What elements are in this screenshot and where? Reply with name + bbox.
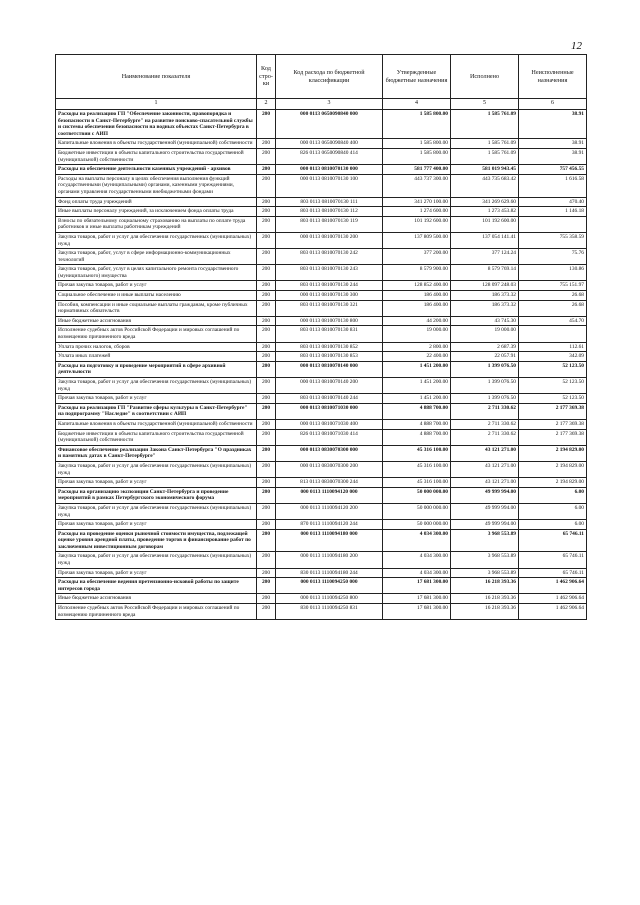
header-kbk: Код расхода по бюджетной классификации (276, 55, 383, 99)
row-code: 200 (257, 174, 276, 197)
row-name: Прочая закупка товаров, работ и услуг (56, 520, 257, 530)
table-row (56, 291, 587, 301)
table-row (56, 568, 587, 578)
row-unexecuted: 52 123.50 (519, 378, 587, 394)
header-code: Код стро-ки (257, 55, 276, 99)
row-code: 200 (257, 403, 276, 419)
row-unexecuted: 38.91 (519, 139, 587, 149)
row-code: 200 (257, 578, 276, 594)
row-unexecuted: 130.86 (519, 265, 587, 281)
row-kbk-code: 000 0113 1110094180 200 (276, 552, 383, 568)
table-row (56, 342, 587, 352)
row-kbk-code: 803 0113 0810070130 853 (276, 352, 383, 362)
table-header (56, 55, 587, 110)
row-executed: 2 687.39 (451, 342, 519, 352)
row-unexecuted: 2 194 829.00 (519, 445, 587, 461)
row-kbk-code: 826 0113 0810071030 414 (276, 429, 383, 445)
row-approved: 17 681 300.00 (383, 578, 451, 594)
row-code: 200 (257, 207, 276, 217)
row-approved: 4 888 700.00 (383, 419, 451, 429)
header-name: Наименование показателя (56, 55, 257, 99)
table-row (56, 478, 587, 488)
row-executed: 443 735 683.42 (451, 174, 519, 197)
row-kbk-code: 000 0113 0810070130 300 (276, 291, 383, 301)
row-unexecuted: 75.76 (519, 249, 587, 265)
row-executed: 1 273 453.82 (451, 207, 519, 217)
row-approved: 45 316 100.00 (383, 461, 451, 477)
row-executed: 137 054 141.41 (451, 232, 519, 248)
row-code: 200 (257, 429, 276, 445)
row-approved: 50 000 000.00 (383, 487, 451, 503)
row-name: Капитальные вложения в объекты государственной (муниципальной) собственности (56, 139, 257, 149)
row-unexecuted: 755 151.97 (519, 281, 587, 291)
row-unexecuted: 2 177 369.38 (519, 429, 587, 445)
row-code: 200 (257, 478, 276, 488)
row-name: Закупка товаров, работ и услуг для обеспечения государственных (муниципальных) нужд (56, 503, 257, 519)
row-name: Закупка товаров, работ и услуг для обеспечения государственных (муниципальных) нужд (56, 552, 257, 568)
row-kbk-code: 870 0113 1110094120 244 (276, 520, 383, 530)
row-approved: 101 192 600.00 (383, 216, 451, 232)
row-unexecuted: 1 146.18 (519, 207, 587, 217)
row-kbk-code: 000 0113 0810070140 000 (276, 361, 383, 377)
row-approved: 186 400.00 (383, 291, 451, 301)
column-number: 3 (276, 99, 383, 110)
row-kbk-code: 830 0113 1110094250 831 (276, 604, 383, 620)
row-code: 200 (257, 461, 276, 477)
table-row (56, 174, 587, 197)
row-approved: 8 579 900.00 (383, 265, 451, 281)
row-unexecuted (519, 326, 587, 342)
row-approved: 50 000 000.00 (383, 520, 451, 530)
row-approved: 4 034 300.00 (383, 552, 451, 568)
table-row (56, 487, 587, 503)
row-approved: 186 400.00 (383, 300, 451, 316)
table-row (56, 594, 587, 604)
table-row (56, 529, 587, 552)
row-executed: 128 097 248.03 (451, 281, 519, 291)
row-code: 200 (257, 265, 276, 281)
table-row (56, 326, 587, 342)
row-kbk-code: 826 0113 0650090840 414 (276, 148, 383, 164)
row-name: Прочая закупка товаров, работ и услуг (56, 568, 257, 578)
row-unexecuted: 2 194 829.00 (519, 478, 587, 488)
row-code: 200 (257, 326, 276, 342)
row-kbk-code: 000 0113 0810070130 000 (276, 165, 383, 175)
row-kbk-code: 000 0113 0650090840 400 (276, 139, 383, 149)
row-approved: 4 034 300.00 (383, 568, 451, 578)
row-approved: 377 200.00 (383, 249, 451, 265)
row-code: 200 (257, 216, 276, 232)
row-approved: 4 888 700.00 (383, 403, 451, 419)
table-row (56, 604, 587, 620)
row-kbk-code: 000 0113 0810070130 200 (276, 232, 383, 248)
row-unexecuted: 65 746.11 (519, 552, 587, 568)
row-kbk-code: 803 0113 0810070130 244 (276, 281, 383, 291)
row-kbk-code: 000 0113 1110094120 000 (276, 487, 383, 503)
row-unexecuted: 1 462 906.64 (519, 604, 587, 620)
row-executed: 186 373.32 (451, 291, 519, 301)
row-executed: 101 192 600.00 (451, 216, 519, 232)
row-code: 200 (257, 487, 276, 503)
header-executed: Исполнено (451, 55, 519, 99)
table-row (56, 394, 587, 404)
row-unexecuted: 38.91 (519, 110, 587, 139)
table-row (56, 197, 587, 207)
row-name: Капитальные вложения в объекты государственной (муниципальной) собственности (56, 419, 257, 429)
row-kbk-code: 803 0113 0810070130 112 (276, 207, 383, 217)
row-code: 200 (257, 232, 276, 248)
row-unexecuted: 2 177 369.38 (519, 403, 587, 419)
row-approved: 443 737 300.00 (383, 174, 451, 197)
row-executed: 8 579 769.14 (451, 265, 519, 281)
table-row (56, 378, 587, 394)
header-approved: Утвержденные бюджетные назначения (383, 55, 451, 99)
row-code: 200 (257, 281, 276, 291)
row-unexecuted: 2 194 829.00 (519, 461, 587, 477)
row-approved: 45 316 100.00 (383, 478, 451, 488)
row-name: Расходы на выплаты персоналу в целях обеспечения выполнения функций государственными (муниципальными) органами, казенными учреждениями, органами управления государственными внебюджетными фондами (56, 174, 257, 197)
row-executed: 43 121 271.00 (451, 445, 519, 461)
row-approved: 22 400.00 (383, 352, 451, 362)
table-row (56, 429, 587, 445)
column-number-row (56, 99, 587, 110)
row-name: Уплата иных платежей (56, 352, 257, 362)
row-executed: 16 218 393.36 (451, 578, 519, 594)
table-row (56, 520, 587, 530)
row-approved: 581 777 400.00 (383, 165, 451, 175)
row-name: Закупка товаров, работ, услуг в сфере информационно-коммуникационных технологий (56, 249, 257, 265)
row-name: Прочая закупка товаров, работ и услуг (56, 281, 257, 291)
row-unexecuted: 470.40 (519, 197, 587, 207)
row-code: 200 (257, 594, 276, 604)
row-executed: 22 057.91 (451, 352, 519, 362)
row-approved: 1 451 200.00 (383, 361, 451, 377)
table-row (56, 300, 587, 316)
row-approved: 1 274 600.00 (383, 207, 451, 217)
row-executed: 1 399 076.50 (451, 378, 519, 394)
table-row (56, 165, 587, 175)
table-row (56, 552, 587, 568)
row-kbk-code: 000 0113 0810070130 100 (276, 174, 383, 197)
row-name: Расходы на обеспечение ведения претензионно-исковой работы по защите интересов города (56, 578, 257, 594)
row-name: Расходы на обеспечение деятельности казенных учреждений - архивов (56, 165, 257, 175)
row-name: Иные бюджетные ассигнования (56, 316, 257, 326)
table-row (56, 445, 587, 461)
row-kbk-code: 000 0113 1110094180 000 (276, 529, 383, 552)
row-unexecuted: 65 746.11 (519, 568, 587, 578)
row-name: Бюджетные инвестиции в объекты капитального строительства государственной (муниципальной) собственности (56, 148, 257, 164)
row-code: 200 (257, 342, 276, 352)
row-code: 200 (257, 378, 276, 394)
row-approved: 1 585 800.00 (383, 148, 451, 164)
table-row (56, 216, 587, 232)
row-code: 200 (257, 445, 276, 461)
row-unexecuted: 1 616.58 (519, 174, 587, 197)
row-executed: 3 968 553.89 (451, 529, 519, 552)
row-unexecuted: 26.68 (519, 300, 587, 316)
row-kbk-code: 000 0113 0810071030 400 (276, 419, 383, 429)
row-code: 200 (257, 503, 276, 519)
row-code: 200 (257, 604, 276, 620)
column-number: 5 (451, 99, 519, 110)
row-unexecuted: 1 462 906.64 (519, 578, 587, 594)
row-approved: 2 800.00 (383, 342, 451, 352)
row-executed: 3 968 553.89 (451, 552, 519, 568)
row-executed: 1 399 076.50 (451, 361, 519, 377)
row-executed: 43 121 271.00 (451, 478, 519, 488)
row-unexecuted: 6.00 (519, 520, 587, 530)
row-executed: 49 999 994.00 (451, 503, 519, 519)
row-executed: 1 585 761.09 (451, 110, 519, 139)
row-executed: 2 711 330.62 (451, 419, 519, 429)
row-code: 200 (257, 139, 276, 149)
row-kbk-code: 000 0113 0810070130 800 (276, 316, 383, 326)
row-name: Закупка товаров, работ и услуг для обеспечения государственных (муниципальных) нужд (56, 461, 257, 477)
row-name: Закупка товаров, работ, услуг в целях капитального ремонта государственного (муниципального) имущества (56, 265, 257, 281)
row-unexecuted: 6.00 (519, 503, 587, 519)
row-executed: 3 968 553.89 (451, 568, 519, 578)
row-approved: 4 888 700.00 (383, 429, 451, 445)
row-name: Бюджетные инвестиции в объекты капитального строительства государственной (муниципальной) собственности (56, 429, 257, 445)
row-code: 200 (257, 361, 276, 377)
row-name: Прочая закупка товаров, работ и услуг (56, 478, 257, 488)
row-approved: 137 809 500.00 (383, 232, 451, 248)
row-unexecuted: 342.09 (519, 352, 587, 362)
row-unexecuted: 52 123.50 (519, 394, 587, 404)
row-unexecuted: 38.91 (519, 148, 587, 164)
row-approved: 1 451 200.00 (383, 394, 451, 404)
row-unexecuted: 755 358.59 (519, 232, 587, 248)
row-code: 200 (257, 197, 276, 207)
row-name: Уплата прочих налогов, сборов (56, 342, 257, 352)
table-row (56, 316, 587, 326)
row-executed: 16 218 393.36 (451, 604, 519, 620)
row-code: 200 (257, 249, 276, 265)
row-unexecuted: 757 456.55 (519, 165, 587, 175)
row-kbk-code: 000 0113 1110094120 200 (276, 503, 383, 519)
row-approved: 50 000 000.00 (383, 503, 451, 519)
row-name: Исполнение судебных актов Российской Федерации и мировых соглашений по возмещению причиненного вреда (56, 604, 257, 620)
table-row (56, 361, 587, 377)
row-code: 200 (257, 300, 276, 316)
row-unexecuted: 2 177 369.38 (519, 419, 587, 429)
row-code: 200 (257, 291, 276, 301)
row-code: 200 (257, 316, 276, 326)
row-kbk-code: 803 0113 0810070130 321 (276, 300, 383, 316)
row-executed: 19 000.00 (451, 326, 519, 342)
header-unexecuted: Неисполненные назначения (519, 55, 587, 99)
row-kbk-code: 813 0113 0830070300 244 (276, 478, 383, 488)
table-row (56, 578, 587, 594)
row-name: Иные выплаты персоналу учреждений, за исключением фонда оплаты труда (56, 207, 257, 217)
row-executed: 1 585 761.09 (451, 139, 519, 149)
table-row (56, 110, 587, 139)
row-code: 200 (257, 419, 276, 429)
row-unexecuted: 52 123.50 (519, 361, 587, 377)
page-number: 12 (571, 40, 582, 52)
row-code: 200 (257, 165, 276, 175)
row-approved: 4 034 300.00 (383, 529, 451, 552)
row-code: 200 (257, 110, 276, 139)
row-approved: 17 681 300.00 (383, 604, 451, 620)
row-name: Иные бюджетные ассигнования (56, 594, 257, 604)
row-name: Фонд оплаты труда учреждений (56, 197, 257, 207)
row-kbk-code: 000 0113 1110094250 000 (276, 578, 383, 594)
table-row (56, 139, 587, 149)
row-executed: 341 269 629.60 (451, 197, 519, 207)
row-kbk-code: 000 0113 0810070140 200 (276, 378, 383, 394)
row-executed: 1 399 076.50 (451, 394, 519, 404)
row-code: 200 (257, 552, 276, 568)
row-approved: 128 852 400.00 (383, 281, 451, 291)
table-row (56, 403, 587, 419)
row-kbk-code: 803 0113 0810070130 243 (276, 265, 383, 281)
row-name: Закупка товаров, работ и услуг для обеспечения государственных (муниципальных) нужд (56, 232, 257, 248)
row-code: 200 (257, 529, 276, 552)
table-row (56, 461, 587, 477)
row-name: Расходы на реализацию ГП "Обеспечение законности, правопорядка и безопасности в Санкт-Петербурге" на развитие поисково-спасательной службы и системы обеспечения безопасности на водных объектах Санкт-Петербурга в соответствии с АИП (56, 110, 257, 139)
row-name: Социальное обеспечение и иные выплаты населению (56, 291, 257, 301)
row-executed: 49 999 994.00 (451, 520, 519, 530)
row-executed: 43 745.30 (451, 316, 519, 326)
row-approved: 17 681 300.00 (383, 594, 451, 604)
table-row (56, 265, 587, 281)
column-number: 1 (56, 99, 257, 110)
row-executed: 377 124.24 (451, 249, 519, 265)
row-approved: 1 585 800.00 (383, 110, 451, 139)
table-row (56, 281, 587, 291)
row-kbk-code: 803 0113 0810070140 244 (276, 394, 383, 404)
table-row (56, 207, 587, 217)
row-kbk-code: 803 0113 0810070130 119 (276, 216, 383, 232)
row-unexecuted: 454.70 (519, 316, 587, 326)
row-approved: 341 270 100.00 (383, 197, 451, 207)
row-code: 200 (257, 394, 276, 404)
row-unexecuted (519, 216, 587, 232)
column-number: 6 (519, 99, 587, 110)
row-executed: 581 019 943.45 (451, 165, 519, 175)
row-approved: 1 585 800.00 (383, 139, 451, 149)
budget-report-table (55, 54, 587, 620)
row-approved: 19 000.00 (383, 326, 451, 342)
row-name: Закупка товаров, работ и услуг для обеспечения государственных (муниципальных) нужд (56, 378, 257, 394)
row-name: Расходы на подготовку и проведение мероприятий в сфере архивной деятельности (56, 361, 257, 377)
row-code: 200 (257, 352, 276, 362)
row-kbk-code: 000 0113 0810071030 000 (276, 403, 383, 419)
row-unexecuted: 65 746.11 (519, 529, 587, 552)
row-executed: 49 999 994.00 (451, 487, 519, 503)
table-row (56, 249, 587, 265)
row-executed: 186 373.32 (451, 300, 519, 316)
table-row (56, 352, 587, 362)
row-kbk-code: 000 0113 0830070300 000 (276, 445, 383, 461)
row-code: 200 (257, 148, 276, 164)
row-name: Прочая закупка товаров, работ и услуг (56, 394, 257, 404)
row-executed: 1 585 761.09 (451, 148, 519, 164)
table-row (56, 232, 587, 248)
row-executed: 2 711 330.62 (451, 403, 519, 419)
row-name: Расходы на организацию экспозиции Санкт-Петербурга и проведение мероприятий в рамках Петербургского экономического форума (56, 487, 257, 503)
row-name: Расходы на реализацию ГП "Развитие сферы культуры в Санкт-Петербурге" на подпрограмму "Наследие" в соответствии с АИП (56, 403, 257, 419)
row-unexecuted: 26.68 (519, 291, 587, 301)
row-name: Исполнение судебных актов Российской Федерации и мировых соглашений по возмещению причиненного вреда (56, 326, 257, 342)
row-name: Взносы по обязательному социальному страхованию на выплаты по оплате труда работников и иные выплаты работникам учреждений (56, 216, 257, 232)
table-row (56, 419, 587, 429)
row-name: Расходы на проведение оценки рыночной стоимости имущества, подлежащей оценке уровня арендной платы, проведение торгов и финансирование работ по заключенным инвестиционным договорам (56, 529, 257, 552)
row-kbk-code: 000 0113 0650090840 000 (276, 110, 383, 139)
row-unexecuted: 112.61 (519, 342, 587, 352)
row-name: Пособия, компенсации и иные социальные выплаты гражданам, кроме публичных нормативных обязательств (56, 300, 257, 316)
row-unexecuted: 6.00 (519, 487, 587, 503)
row-code: 200 (257, 520, 276, 530)
row-unexecuted: 1 462 906.64 (519, 594, 587, 604)
row-kbk-code: 803 0113 0810070130 831 (276, 326, 383, 342)
row-executed: 2 711 330.62 (451, 429, 519, 445)
table-body (56, 110, 587, 620)
table-row (56, 503, 587, 519)
row-kbk-code: 803 0113 0810070130 242 (276, 249, 383, 265)
row-code: 200 (257, 568, 276, 578)
column-number: 4 (383, 99, 451, 110)
row-kbk-code: 803 0113 0810070130 852 (276, 342, 383, 352)
row-executed: 43 121 271.00 (451, 461, 519, 477)
row-executed: 16 218 393.36 (451, 594, 519, 604)
row-kbk-code: 803 0113 0810070130 111 (276, 197, 383, 207)
table-row (56, 148, 587, 164)
row-kbk-code: 000 0113 0830070300 200 (276, 461, 383, 477)
row-name: Финансовое обеспечение реализации Закона Санкт-Петербурга "О праздниках и памятных датах в Санкт-Петербурге" (56, 445, 257, 461)
row-approved: 45 316 100.00 (383, 445, 451, 461)
row-approved: 44 200.00 (383, 316, 451, 326)
row-kbk-code: 000 0113 1110094250 800 (276, 594, 383, 604)
row-kbk-code: 830 0113 1110094180 244 (276, 568, 383, 578)
row-approved: 1 451 200.00 (383, 378, 451, 394)
column-number: 2 (257, 99, 276, 110)
